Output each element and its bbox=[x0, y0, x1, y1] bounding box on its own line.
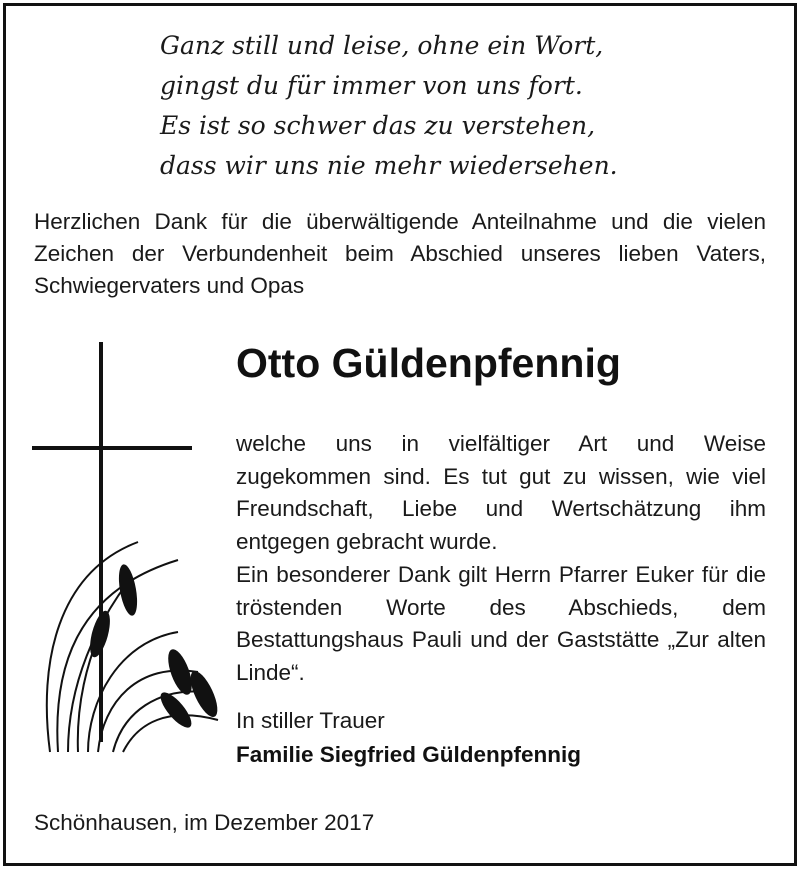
cross-icon bbox=[32, 342, 192, 742]
intro-text: Herzlichen Dank für die überwältigende Anteilnahme und die vielen Zeichen der Verbundenheit beim Abschied unseres lieben Vaters, Schwiegervaters und Opas bbox=[34, 209, 766, 298]
poem-line-3: Es ist so schwer das zu verstehen, bbox=[160, 111, 596, 140]
place-date: Schönhausen, im Dezember 2017 bbox=[34, 810, 375, 835]
thanks-paragraph-2: Ein besonderer Dank gilt Herrn Pfarrer Euker für die tröstenden Worte des Abschieds, dem Bestattungshaus Pauli und der Gaststätte „Zur alten Linde“. bbox=[236, 561, 766, 685]
wheat-ears-icon bbox=[47, 542, 218, 752]
thanks-text bbox=[236, 428, 766, 690]
poem-line-1: Ganz still und leise, ohne ein Wort, bbox=[160, 31, 604, 60]
deceased-name: Otto Güldenpfennig bbox=[236, 340, 621, 386]
signature-label: In stiller Trauer bbox=[236, 708, 385, 733]
poem bbox=[160, 26, 680, 186]
poem-line-4: dass wir uns nie mehr wiedersehen. bbox=[160, 151, 618, 180]
wheat-heads bbox=[86, 563, 223, 732]
cross-and-grain-illustration bbox=[28, 342, 228, 762]
poem-line-2: gingst du für immer von uns fort. bbox=[160, 71, 583, 100]
signature-family: Familie Siegfried Güldenpfennig bbox=[236, 742, 582, 767]
thanks-paragraph-1: welche uns in vielfältiger Art und Weise zugekommen sind. Es tut gut zu wissen, wie viel Freundschaft, Liebe und Wertschätzung ihm entgegen gebracht wurde. bbox=[236, 431, 766, 555]
